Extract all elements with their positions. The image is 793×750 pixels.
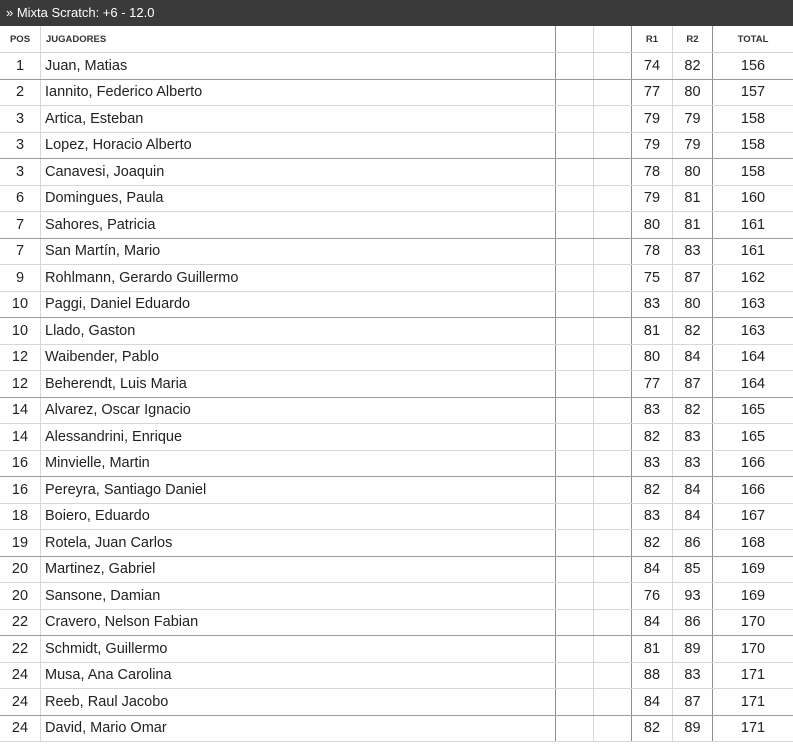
round2-score-cell: 85	[673, 557, 713, 583]
position-cell: 9	[0, 265, 41, 291]
table-row	[0, 159, 793, 186]
round1-score-cell: 80	[632, 345, 673, 371]
total-score-cell: 157	[740, 84, 766, 101]
total-score-cell: 170	[740, 640, 766, 657]
header-total: TOTAL	[737, 33, 769, 45]
round1-score-cell: 82	[632, 424, 673, 450]
total-score-cell: 163	[740, 296, 766, 313]
round2-score-cell: 89	[673, 716, 713, 742]
table-row	[0, 689, 793, 716]
header-empty-2	[594, 26, 632, 52]
round2-score-cell: 80	[673, 292, 713, 318]
player-name-cell: David, Mario Omar	[41, 716, 556, 742]
total-score-cell: 165	[740, 428, 766, 445]
round2-score-cell: 83	[673, 239, 713, 265]
player-name-cell: Waibender, Pablo	[41, 345, 556, 371]
position-cell: 20	[0, 557, 41, 583]
empty-cell-2	[594, 530, 632, 556]
total-score-cell: 164	[740, 375, 766, 392]
empty-cell-1	[556, 80, 594, 106]
round1-score-cell: 82	[632, 530, 673, 556]
empty-cell-2	[594, 398, 632, 424]
round2-score-cell: 93	[673, 583, 713, 609]
round2-score-cell: 87	[673, 371, 713, 397]
empty-cell-2	[594, 212, 632, 238]
header-pos: POS	[0, 26, 41, 52]
round1-score-cell: 77	[632, 371, 673, 397]
empty-cell-2	[594, 663, 632, 689]
round1-score-cell: 78	[632, 159, 673, 185]
position-cell: 22	[0, 636, 41, 662]
player-name-cell: Sansone, Damian	[41, 583, 556, 609]
position-cell: 12	[0, 371, 41, 397]
table-row	[0, 186, 793, 213]
total-score-cell: 169	[740, 587, 766, 604]
round1-score-cell: 77	[632, 80, 673, 106]
player-name-cell: Minvielle, Martin	[41, 451, 556, 477]
empty-cell-2	[594, 477, 632, 503]
position-cell: 10	[0, 292, 41, 318]
table-row	[0, 557, 793, 584]
table-row	[0, 398, 793, 425]
round1-score-cell: 74	[632, 53, 673, 79]
round2-score-cell: 82	[673, 398, 713, 424]
total-score-cell: 169	[740, 561, 766, 578]
round2-score-cell: 81	[673, 212, 713, 238]
empty-cell-1	[556, 318, 594, 344]
empty-cell-2	[594, 636, 632, 662]
round1-score-cell: 78	[632, 239, 673, 265]
position-cell: 24	[0, 663, 41, 689]
round2-score-cell: 79	[673, 106, 713, 132]
empty-cell-1	[556, 239, 594, 265]
position-cell: 16	[0, 477, 41, 503]
total-score-cell: 167	[740, 508, 766, 525]
round2-score-cell: 80	[673, 80, 713, 106]
table-row	[0, 477, 793, 504]
round2-score-cell: 83	[673, 451, 713, 477]
empty-cell-2	[594, 583, 632, 609]
total-score-cell: 162	[740, 269, 766, 286]
round2-score-cell: 82	[673, 53, 713, 79]
player-name-cell: Iannito, Federico Alberto	[41, 80, 556, 106]
table-row	[0, 663, 793, 690]
player-name-cell: Alessandrini, Enrique	[41, 424, 556, 450]
total-score-cell: 168	[740, 534, 766, 551]
empty-cell-1	[556, 53, 594, 79]
empty-cell-2	[594, 80, 632, 106]
total-score-cell: 161	[740, 243, 766, 260]
round1-score-cell: 83	[632, 504, 673, 530]
position-cell: 24	[0, 716, 41, 742]
round1-score-cell: 82	[632, 716, 673, 742]
round1-score-cell: 84	[632, 689, 673, 715]
empty-cell-1	[556, 477, 594, 503]
round2-score-cell: 86	[673, 530, 713, 556]
table-body	[0, 53, 793, 742]
leaderboard-table	[0, 26, 793, 742]
player-name-cell: Schmidt, Guillermo	[41, 636, 556, 662]
position-cell: 1	[0, 53, 41, 79]
total-score-cell: 158	[740, 110, 766, 127]
player-name-cell: Rohlmann, Gerardo Guillermo	[41, 265, 556, 291]
empty-cell-2	[594, 451, 632, 477]
position-cell: 7	[0, 239, 41, 265]
position-cell: 18	[0, 504, 41, 530]
position-cell: 3	[0, 159, 41, 185]
table-row	[0, 212, 793, 239]
empty-cell-1	[556, 689, 594, 715]
empty-cell-2	[594, 133, 632, 159]
total-score-cell: 171	[740, 720, 766, 737]
player-name-cell: Beherendt, Luis Maria	[41, 371, 556, 397]
empty-cell-1	[556, 716, 594, 742]
player-name-cell: Sahores, Patricia	[41, 212, 556, 238]
empty-cell-1	[556, 212, 594, 238]
table-header	[0, 26, 793, 53]
position-cell: 3	[0, 106, 41, 132]
round2-score-cell: 83	[673, 663, 713, 689]
total-score-cell: 158	[740, 137, 766, 154]
empty-cell-1	[556, 663, 594, 689]
position-cell: 20	[0, 583, 41, 609]
round1-score-cell: 84	[632, 557, 673, 583]
total-score-cell: 170	[740, 614, 766, 631]
table-row	[0, 345, 793, 372]
empty-cell-1	[556, 398, 594, 424]
empty-cell-1	[556, 424, 594, 450]
position-cell: 6	[0, 186, 41, 212]
round2-score-cell: 84	[673, 345, 713, 371]
empty-cell-1	[556, 345, 594, 371]
player-name-cell: Canavesi, Joaquin	[41, 159, 556, 185]
table-row	[0, 504, 793, 531]
empty-cell-1	[556, 133, 594, 159]
empty-cell-2	[594, 424, 632, 450]
empty-cell-2	[594, 689, 632, 715]
round1-score-cell: 76	[632, 583, 673, 609]
total-score-cell: 166	[740, 455, 766, 472]
player-name-cell: Paggi, Daniel Eduardo	[41, 292, 556, 318]
total-score-cell: 171	[740, 667, 766, 684]
table-row	[0, 371, 793, 398]
empty-cell-2	[594, 186, 632, 212]
empty-cell-1	[556, 265, 594, 291]
empty-cell-2	[594, 265, 632, 291]
total-score-cell: 156	[740, 57, 766, 74]
player-name-cell: Boiero, Eduardo	[41, 504, 556, 530]
round1-score-cell: 82	[632, 477, 673, 503]
header-player: JUGADORES	[41, 26, 556, 52]
empty-cell-2	[594, 610, 632, 636]
round2-score-cell: 87	[673, 265, 713, 291]
table-row	[0, 636, 793, 663]
empty-cell-2	[594, 371, 632, 397]
empty-cell-1	[556, 292, 594, 318]
empty-cell-1	[556, 159, 594, 185]
header-r2: R2	[673, 26, 713, 52]
empty-cell-1	[556, 106, 594, 132]
total-score-cell: 161	[740, 216, 766, 233]
round1-score-cell: 84	[632, 610, 673, 636]
round1-score-cell: 83	[632, 451, 673, 477]
player-name-cell: Pereyra, Santiago Daniel	[41, 477, 556, 503]
round1-score-cell: 83	[632, 292, 673, 318]
round2-score-cell: 83	[673, 424, 713, 450]
empty-cell-2	[594, 557, 632, 583]
total-score-cell: 164	[740, 349, 766, 366]
round1-score-cell: 75	[632, 265, 673, 291]
empty-cell-1	[556, 371, 594, 397]
empty-cell-1	[556, 610, 594, 636]
player-name-cell: Domingues, Paula	[41, 186, 556, 212]
empty-cell-1	[556, 583, 594, 609]
header-empty-1	[556, 26, 594, 52]
player-name-cell: Musa, Ana Carolina	[41, 663, 556, 689]
player-name-cell: Martinez, Gabriel	[41, 557, 556, 583]
position-cell: 19	[0, 530, 41, 556]
table-row	[0, 53, 793, 80]
total-score-cell: 163	[740, 322, 766, 339]
table-row	[0, 716, 793, 743]
empty-cell-1	[556, 636, 594, 662]
empty-cell-2	[594, 53, 632, 79]
player-name-cell: Rotela, Juan Carlos	[41, 530, 556, 556]
round2-score-cell: 79	[673, 133, 713, 159]
round1-score-cell: 79	[632, 186, 673, 212]
round2-score-cell: 81	[673, 186, 713, 212]
player-name-cell: Juan, Matias	[41, 53, 556, 79]
table-row	[0, 80, 793, 107]
empty-cell-2	[594, 239, 632, 265]
round2-score-cell: 84	[673, 504, 713, 530]
leaderboard-title: » Mixta Scratch: +6 - 12.0	[0, 0, 793, 26]
player-name-cell: Llado, Gaston	[41, 318, 556, 344]
empty-cell-2	[594, 159, 632, 185]
table-row	[0, 318, 793, 345]
position-cell: 16	[0, 451, 41, 477]
round1-score-cell: 83	[632, 398, 673, 424]
empty-cell-1	[556, 186, 594, 212]
round1-score-cell: 80	[632, 212, 673, 238]
table-row	[0, 106, 793, 133]
table-row	[0, 133, 793, 160]
table-row	[0, 265, 793, 292]
position-cell: 24	[0, 689, 41, 715]
empty-cell-2	[594, 345, 632, 371]
empty-cell-2	[594, 318, 632, 344]
player-name-cell: Cravero, Nelson Fabian	[41, 610, 556, 636]
table-row	[0, 451, 793, 478]
round1-score-cell: 79	[632, 106, 673, 132]
empty-cell-1	[556, 557, 594, 583]
round2-score-cell: 89	[673, 636, 713, 662]
round2-score-cell: 87	[673, 689, 713, 715]
position-cell: 22	[0, 610, 41, 636]
table-row	[0, 424, 793, 451]
position-cell: 2	[0, 80, 41, 106]
round2-score-cell: 86	[673, 610, 713, 636]
header-r1: R1	[632, 26, 673, 52]
total-score-cell: 171	[740, 693, 766, 710]
position-cell: 7	[0, 212, 41, 238]
table-row	[0, 530, 793, 557]
position-cell: 14	[0, 424, 41, 450]
position-cell: 10	[0, 318, 41, 344]
total-score-cell: 160	[740, 190, 766, 207]
empty-cell-1	[556, 504, 594, 530]
empty-cell-2	[594, 504, 632, 530]
total-score-cell: 165	[740, 402, 766, 419]
player-name-cell: Lopez, Horacio Alberto	[41, 133, 556, 159]
position-cell: 14	[0, 398, 41, 424]
table-row	[0, 583, 793, 610]
position-cell: 12	[0, 345, 41, 371]
table-row	[0, 610, 793, 637]
total-score-cell: 158	[740, 163, 766, 180]
position-cell: 3	[0, 133, 41, 159]
empty-cell-2	[594, 106, 632, 132]
round2-score-cell: 80	[673, 159, 713, 185]
round2-score-cell: 82	[673, 318, 713, 344]
round1-score-cell: 81	[632, 636, 673, 662]
player-name-cell: San Martín, Mario	[41, 239, 556, 265]
round2-score-cell: 84	[673, 477, 713, 503]
empty-cell-1	[556, 530, 594, 556]
round1-score-cell: 79	[632, 133, 673, 159]
empty-cell-2	[594, 292, 632, 318]
table-row	[0, 239, 793, 266]
player-name-cell: Reeb, Raul Jacobo	[41, 689, 556, 715]
empty-cell-2	[594, 716, 632, 742]
round1-score-cell: 88	[632, 663, 673, 689]
player-name-cell: Alvarez, Oscar Ignacio	[41, 398, 556, 424]
round1-score-cell: 81	[632, 318, 673, 344]
empty-cell-1	[556, 451, 594, 477]
total-score-cell: 166	[740, 481, 766, 498]
player-name-cell: Artica, Esteban	[41, 106, 556, 132]
table-row	[0, 292, 793, 319]
